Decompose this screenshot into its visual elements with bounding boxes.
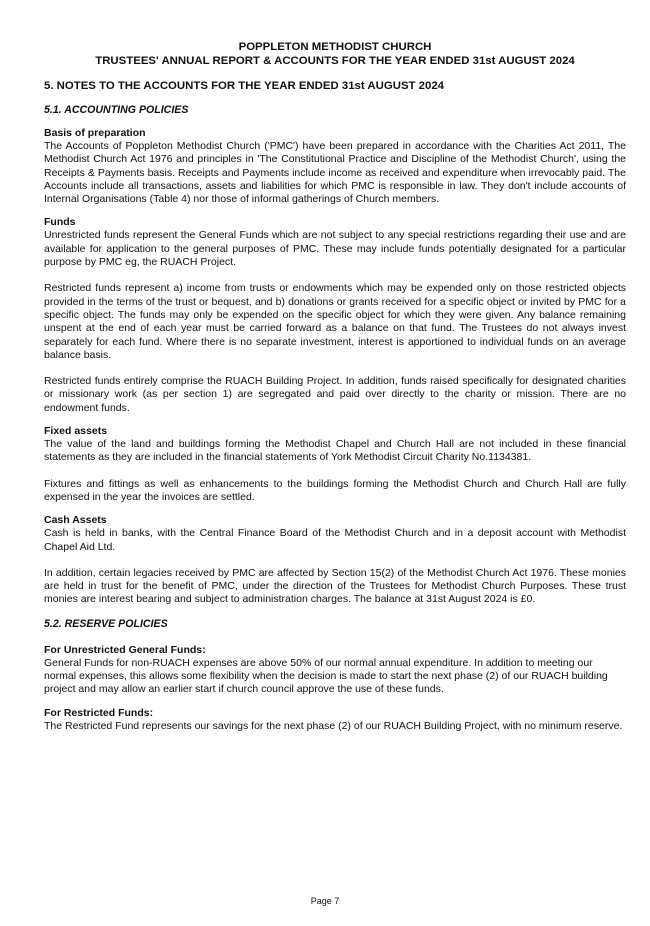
reserve-policies-title: 5.2. RESERVE POLICIES xyxy=(44,617,168,630)
document-subtitle: TRUSTEES' ANNUAL REPORT & ACCOUNTS FOR THE YEAR ENDED 31st AUGUST 2024 xyxy=(95,55,575,67)
funds-heading: Funds xyxy=(44,216,76,229)
restricted-funds-text: The Restricted Fund represents our savings for the next phase (2) of our RUACH Building Project, with no minimum reserve. xyxy=(44,719,623,732)
funds-paragraph: Unrestricted funds represent the General Funds which are not subject to any special restrictions regarding their use and are available for application to the general purposes of PMC. These may include funds potentially designated for a particular purpose by PMC eg, the RUACH Project. xyxy=(44,229,626,269)
fixed-assets-heading: Fixed assets xyxy=(44,425,108,438)
cash-assets-heading: Cash Assets xyxy=(44,514,107,527)
fixed-assets-paragraph: The value of the land and buildings forming the Methodist Chapel and Church Hall are not included in these financial statements as they are included in the financial statements of York Methodist Circuit Charity No.1134381. xyxy=(44,438,626,464)
basis-text: The Accounts of Poppleton Methodist Church ('PMC') have been prepared in accordance with the Charities Act 2011, The Methodist Church Act 1976 and principles in 'The Constitutional Practice and Discipline of the Methodist Church', using the Receipts & Payments basis. Receipts and Payments include income as received and expenditure when irrevocably paid. The Accounts include all transactions, assets and liabilities for which PMC is responsible in law. They don't include accounts of Internal Organisations (Table 4) nor those of informal gatherings of Church members. xyxy=(44,140,626,206)
accounting-policies-title: 5.1. ACCOUNTING POLICIES xyxy=(44,104,189,116)
fixed-assets-paragraph: Fixtures and fittings as well as enhancements to the buildings forming the Methodist Church and Church Hall are fully expensed in the year the invoices are settled. xyxy=(44,477,626,503)
unrestricted-funds-heading: For Unrestricted General Funds: xyxy=(44,643,206,656)
restricted-funds-heading: For Restricted Funds: xyxy=(44,706,154,719)
document-page xyxy=(44,40,626,733)
cash-assets-paragraph: In addition, certain legacies received by PMC are affected by Section 15(2) of the Methodist Church Act 1976. These monies are held in trust for the benefit of PMC, under the direction of the Trustees for Methodist Church Purposes. These trust monies are interest bearing and subject to administration charges. The balance at 31st August 2024 is £0. xyxy=(44,566,626,606)
unrestricted-funds-text: General Funds for non-RUACH expenses are above 50% of our normal annual expenditure. In addition to meeting our normal expenses, this allows some flexibility when the decision is made to start the next phase (2) of our RUACH building project and may allow an earlier start if church council approve the use of these funds. xyxy=(44,656,608,696)
funds-paragraph: Restricted funds entirely comprise the RUACH Building Project. In addition, funds raised specifically for designated charities or missionary work (as per section 1) are segregated and paid over directly to the charity or mission. There are no endowment funds. xyxy=(44,375,626,414)
section-title: 5. NOTES TO THE ACCOUNTS FOR THE YEAR ENDED 31st AUGUST 2024 xyxy=(44,80,445,92)
document-title: POPPLETON METHODIST CHURCH xyxy=(238,41,432,53)
cash-assets-paragraph: Cash is held in banks, with the Central Finance Board of the Methodist Church and in a deposit account with Methodist Chapel Aid Ltd. xyxy=(44,527,626,553)
page-number: Page 7 xyxy=(310,896,340,906)
funds-paragraph: Restricted funds represent a) income from trusts or endowments which may be expended only on those restricted objects provided in the terms of the trust or bequest, and b) donations or grants received for a specific object or invited by PMC for a specific object. The funds may only be expended on the specific object for which they were given. Any balance remaining unspent at the end of each year must be carried forward as a balance on that fund. The Trustees do not always invest separately for each fund. Where there is no separate investment, interest is apportioned to individual funds on an average balance basis. xyxy=(44,282,626,361)
basis-heading: Basis of preparation xyxy=(44,127,146,139)
